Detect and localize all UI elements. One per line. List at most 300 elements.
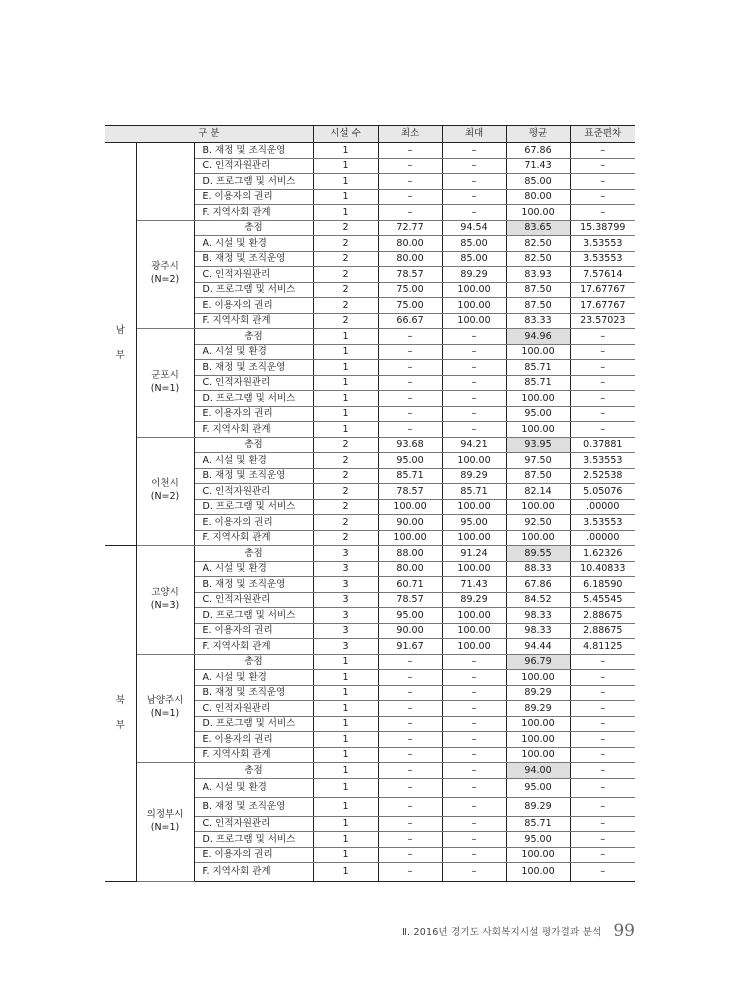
max-cell: – xyxy=(442,654,506,670)
min-cell: 85.71 xyxy=(378,468,442,484)
item-cell: C. 인적자원관리 xyxy=(194,158,313,174)
item-cell: A. 시설 및 환경 xyxy=(194,344,313,360)
max-cell: 100.00 xyxy=(442,623,506,639)
max-cell: 85.00 xyxy=(442,236,506,252)
count-cell: 1 xyxy=(313,863,378,882)
min-cell: 75.00 xyxy=(378,282,442,298)
count-cell: 1 xyxy=(313,685,378,701)
item-cell: F. 지역사회 관계 xyxy=(194,747,313,763)
min-cell: 93.68 xyxy=(378,437,442,453)
mean-cell: 82.50 xyxy=(506,251,570,267)
count-cell: 3 xyxy=(313,608,378,624)
mean-cell: 80.00 xyxy=(506,189,570,205)
min-cell: – xyxy=(378,391,442,407)
max-cell: – xyxy=(442,716,506,732)
item-cell: A. 시설 및 환경 xyxy=(194,236,313,252)
mean-cell: 89.29 xyxy=(506,701,570,717)
footer-chapter-title: Ⅱ. 2016년 경기도 사회복지시설 평가결과 분석 xyxy=(402,927,602,938)
count-cell: 3 xyxy=(313,592,378,608)
item-cell: F. 지역사회 관계 xyxy=(194,639,313,655)
min-cell: 95.00 xyxy=(378,608,442,624)
sd-cell: 3.53553 xyxy=(570,236,635,252)
city-cell: 군포시 (N=1) xyxy=(136,329,194,438)
mean-cell: 87.50 xyxy=(506,298,570,314)
max-cell: – xyxy=(442,158,506,174)
max-cell: – xyxy=(442,816,506,832)
max-cell: 100.00 xyxy=(442,453,506,469)
sd-cell: 3.53553 xyxy=(570,453,635,469)
min-cell: 75.00 xyxy=(378,298,442,314)
max-cell: 100.00 xyxy=(442,530,506,546)
max-cell: – xyxy=(442,391,506,407)
mean-cell: 83.65 xyxy=(506,220,570,236)
item-cell: B. 재정 및 조직운영 xyxy=(194,468,313,484)
mean-cell: 67.86 xyxy=(506,577,570,593)
mean-cell: 88.33 xyxy=(506,561,570,577)
min-cell: – xyxy=(378,701,442,717)
min-cell: 66.67 xyxy=(378,313,442,329)
count-cell: 1 xyxy=(313,422,378,438)
count-cell: 3 xyxy=(313,577,378,593)
item-cell: 총점 xyxy=(194,329,313,345)
table-row xyxy=(105,763,635,779)
count-cell: 2 xyxy=(313,251,378,267)
item-cell: B. 재정 및 조직운영 xyxy=(194,797,313,816)
max-cell: – xyxy=(442,360,506,376)
count-cell: 1 xyxy=(313,654,378,670)
max-cell: 71.43 xyxy=(442,577,506,593)
mean-cell: 89.55 xyxy=(506,546,570,562)
item-cell: C. 인적자원관리 xyxy=(194,375,313,391)
mean-cell: 85.71 xyxy=(506,375,570,391)
city-cell: 광주시 (N=2) xyxy=(136,220,194,329)
max-cell: 85.00 xyxy=(442,251,506,267)
count-cell: 2 xyxy=(313,220,378,236)
count-cell: 2 xyxy=(313,468,378,484)
count-cell: 2 xyxy=(313,282,378,298)
count-cell: 2 xyxy=(313,499,378,515)
item-cell: D. 프로그램 및 서비스 xyxy=(194,174,313,190)
max-cell: 89.29 xyxy=(442,267,506,283)
sd-cell: – xyxy=(570,701,635,717)
mean-cell: 100.00 xyxy=(506,732,570,748)
sd-cell: – xyxy=(570,329,635,345)
min-cell: – xyxy=(378,375,442,391)
mean-cell: 100.00 xyxy=(506,422,570,438)
max-cell: 89.29 xyxy=(442,468,506,484)
item-cell: D. 프로그램 및 서비스 xyxy=(194,391,313,407)
sd-cell: – xyxy=(570,344,635,360)
sd-cell: 23.57023 xyxy=(570,313,635,329)
mean-cell: 100.00 xyxy=(506,205,570,221)
sd-cell: – xyxy=(570,158,635,174)
sd-cell: – xyxy=(570,797,635,816)
mean-cell: 100.00 xyxy=(506,747,570,763)
mean-cell: 100.00 xyxy=(506,863,570,882)
count-cell: 2 xyxy=(313,530,378,546)
item-cell: D. 프로그램 및 서비스 xyxy=(194,608,313,624)
sd-cell: – xyxy=(570,832,635,848)
mean-cell: 94.96 xyxy=(506,329,570,345)
mean-cell: 100.00 xyxy=(506,716,570,732)
mean-cell: 85.71 xyxy=(506,360,570,376)
sd-cell: 2.88675 xyxy=(570,623,635,639)
count-cell: 2 xyxy=(313,267,378,283)
sd-cell: 0.37881 xyxy=(570,437,635,453)
min-cell: – xyxy=(378,816,442,832)
mean-cell: 89.29 xyxy=(506,797,570,816)
item-cell: D. 프로그램 및 서비스 xyxy=(194,716,313,732)
max-cell: 94.54 xyxy=(442,220,506,236)
mean-cell: 87.50 xyxy=(506,282,570,298)
max-cell: 89.29 xyxy=(442,592,506,608)
header-mean: 평균 xyxy=(506,126,570,143)
sd-cell: 5.45545 xyxy=(570,592,635,608)
city-cell: 남양주시 (N=1) xyxy=(136,654,194,763)
item-cell: C. 인적자원관리 xyxy=(194,267,313,283)
sd-cell: – xyxy=(570,763,635,779)
sd-cell: – xyxy=(570,670,635,686)
region-cell xyxy=(105,143,136,546)
mean-cell: 100.00 xyxy=(506,670,570,686)
item-cell: F. 지역사회 관계 xyxy=(194,422,313,438)
max-cell: – xyxy=(442,797,506,816)
max-cell: 100.00 xyxy=(442,313,506,329)
min-cell: – xyxy=(378,863,442,882)
sd-cell: – xyxy=(570,685,635,701)
table-row xyxy=(105,546,635,562)
sd-cell: – xyxy=(570,391,635,407)
sd-cell: – xyxy=(570,747,635,763)
min-cell: – xyxy=(378,778,442,797)
max-cell: 94.21 xyxy=(442,437,506,453)
min-cell: 95.00 xyxy=(378,453,442,469)
count-cell: 1 xyxy=(313,701,378,717)
min-cell: 100.00 xyxy=(378,499,442,515)
count-cell: 2 xyxy=(313,313,378,329)
min-cell: 80.00 xyxy=(378,561,442,577)
mean-cell: 85.00 xyxy=(506,174,570,190)
min-cell: 78.57 xyxy=(378,592,442,608)
min-cell: 72.77 xyxy=(378,220,442,236)
max-cell: – xyxy=(442,422,506,438)
mean-cell: 94.00 xyxy=(506,763,570,779)
sd-cell: .00000 xyxy=(570,530,635,546)
item-cell: B. 재정 및 조직운영 xyxy=(194,360,313,376)
sd-cell: 2.52538 xyxy=(570,468,635,484)
count-cell: 2 xyxy=(313,437,378,453)
item-cell: A. 시설 및 환경 xyxy=(194,778,313,797)
max-cell: – xyxy=(442,763,506,779)
item-cell: A. 시설 및 환경 xyxy=(194,670,313,686)
min-cell: – xyxy=(378,670,442,686)
page-footer xyxy=(395,920,635,942)
item-cell: F. 지역사회 관계 xyxy=(194,530,313,546)
region-label: 남 부 xyxy=(115,325,125,361)
item-cell: A. 시설 및 환경 xyxy=(194,561,313,577)
table-row xyxy=(105,143,635,159)
min-cell: – xyxy=(378,747,442,763)
sd-cell: 7.57614 xyxy=(570,267,635,283)
count-cell: 1 xyxy=(313,763,378,779)
item-cell: C. 인적자원관리 xyxy=(194,592,313,608)
item-cell: A. 시설 및 환경 xyxy=(194,453,313,469)
sd-cell: 3.53553 xyxy=(570,251,635,267)
item-cell: 총점 xyxy=(194,763,313,779)
table-row xyxy=(105,329,635,345)
min-cell: 91.67 xyxy=(378,639,442,655)
max-cell: – xyxy=(442,205,506,221)
item-cell: F. 지역사회 관계 xyxy=(194,205,313,221)
count-cell: 1 xyxy=(313,832,378,848)
table-row xyxy=(105,220,635,236)
min-cell: – xyxy=(378,189,442,205)
mean-cell: 96.79 xyxy=(506,654,570,670)
item-cell: 총점 xyxy=(194,437,313,453)
city-cell: 의정부시 (N=1) xyxy=(136,763,194,882)
count-cell: 1 xyxy=(313,797,378,816)
sd-cell: – xyxy=(570,778,635,797)
item-cell: C. 인적자원관리 xyxy=(194,701,313,717)
item-cell: E. 이용자의 권리 xyxy=(194,732,313,748)
region-cell xyxy=(105,546,136,882)
count-cell: 1 xyxy=(313,360,378,376)
sd-cell: 15.38799 xyxy=(570,220,635,236)
sd-cell: – xyxy=(570,816,635,832)
item-cell: E. 이용자의 권리 xyxy=(194,623,313,639)
min-cell: – xyxy=(378,732,442,748)
item-cell: B. 재정 및 조직운영 xyxy=(194,577,313,593)
count-cell: 3 xyxy=(313,639,378,655)
item-cell: D. 프로그램 및 서비스 xyxy=(194,499,313,515)
min-cell: – xyxy=(378,685,442,701)
sd-cell: – xyxy=(570,205,635,221)
sd-cell: – xyxy=(570,375,635,391)
min-cell: – xyxy=(378,797,442,816)
mean-cell: 98.33 xyxy=(506,623,570,639)
sd-cell: – xyxy=(570,863,635,882)
sd-cell: – xyxy=(570,847,635,863)
max-cell: 100.00 xyxy=(442,561,506,577)
header-sd: 표준편차 xyxy=(570,126,635,143)
min-cell: – xyxy=(378,654,442,670)
mean-cell: 95.00 xyxy=(506,778,570,797)
min-cell: 78.57 xyxy=(378,267,442,283)
max-cell: – xyxy=(442,847,506,863)
max-cell: 100.00 xyxy=(442,499,506,515)
max-cell: – xyxy=(442,670,506,686)
sd-cell: 17.67767 xyxy=(570,298,635,314)
max-cell: – xyxy=(442,832,506,848)
item-cell: E. 이용자의 권리 xyxy=(194,406,313,422)
min-cell: – xyxy=(378,847,442,863)
sd-cell: – xyxy=(570,143,635,159)
min-cell: 90.00 xyxy=(378,623,442,639)
table-row xyxy=(105,437,635,453)
min-cell: – xyxy=(378,360,442,376)
count-cell: 1 xyxy=(313,344,378,360)
count-cell: 3 xyxy=(313,546,378,562)
item-cell: F. 지역사회 관계 xyxy=(194,313,313,329)
sd-cell: 1.62326 xyxy=(570,546,635,562)
sd-cell: – xyxy=(570,716,635,732)
mean-cell: 95.00 xyxy=(506,832,570,848)
item-cell: B. 재정 및 조직운영 xyxy=(194,143,313,159)
mean-cell: 82.14 xyxy=(506,484,570,500)
sd-cell: – xyxy=(570,189,635,205)
item-cell: D. 프로그램 및 서비스 xyxy=(194,282,313,298)
count-cell: 1 xyxy=(313,847,378,863)
sd-cell: 10.40833 xyxy=(570,561,635,577)
min-cell: – xyxy=(378,205,442,221)
item-cell: E. 이용자의 권리 xyxy=(194,515,313,531)
table-header-row xyxy=(105,126,635,143)
max-cell: – xyxy=(442,406,506,422)
header-category: 구 분 xyxy=(105,126,313,143)
max-cell: – xyxy=(442,143,506,159)
max-cell: – xyxy=(442,747,506,763)
item-cell: B. 재정 및 조직운영 xyxy=(194,685,313,701)
item-cell: E. 이용자의 권리 xyxy=(194,298,313,314)
mean-cell: 94.44 xyxy=(506,639,570,655)
max-cell: 100.00 xyxy=(442,298,506,314)
min-cell: – xyxy=(378,716,442,732)
mean-cell: 93.95 xyxy=(506,437,570,453)
mean-cell: 82.50 xyxy=(506,236,570,252)
max-cell: – xyxy=(442,685,506,701)
item-cell: E. 이용자의 권리 xyxy=(194,847,313,863)
count-cell: 2 xyxy=(313,484,378,500)
max-cell: – xyxy=(442,329,506,345)
mean-cell: 100.00 xyxy=(506,344,570,360)
max-cell: – xyxy=(442,863,506,882)
header-min: 최소 xyxy=(378,126,442,143)
item-cell: F. 지역사회 관계 xyxy=(194,863,313,882)
min-cell: 90.00 xyxy=(378,515,442,531)
min-cell: – xyxy=(378,158,442,174)
min-cell: – xyxy=(378,763,442,779)
count-cell: 1 xyxy=(313,189,378,205)
mean-cell: 100.00 xyxy=(506,499,570,515)
sd-cell: 6.18590 xyxy=(570,577,635,593)
item-cell: 총점 xyxy=(194,220,313,236)
min-cell: 88.00 xyxy=(378,546,442,562)
header-max: 최대 xyxy=(442,126,506,143)
sd-cell: .00000 xyxy=(570,499,635,515)
mean-cell: 84.52 xyxy=(506,592,570,608)
header-count: 시설 수 xyxy=(313,126,378,143)
max-cell: 100.00 xyxy=(442,639,506,655)
count-cell: 2 xyxy=(313,453,378,469)
region-label: 북 부 xyxy=(115,694,125,731)
mean-cell: 85.71 xyxy=(506,816,570,832)
count-cell: 1 xyxy=(313,158,378,174)
mean-cell: 92.50 xyxy=(506,515,570,531)
city-cell xyxy=(136,143,194,221)
mean-cell: 98.33 xyxy=(506,608,570,624)
item-cell: C. 인적자원관리 xyxy=(194,484,313,500)
mean-cell: 95.00 xyxy=(506,406,570,422)
mean-cell: 87.50 xyxy=(506,468,570,484)
min-cell: 80.00 xyxy=(378,236,442,252)
min-cell: – xyxy=(378,329,442,345)
count-cell: 1 xyxy=(313,716,378,732)
sd-cell: – xyxy=(570,732,635,748)
mean-cell: 71.43 xyxy=(506,158,570,174)
mean-cell: 83.93 xyxy=(506,267,570,283)
max-cell: – xyxy=(442,344,506,360)
mean-cell: 67.86 xyxy=(506,143,570,159)
item-cell: C. 인적자원관리 xyxy=(194,816,313,832)
count-cell: 1 xyxy=(313,174,378,190)
count-cell: 1 xyxy=(313,778,378,797)
max-cell: – xyxy=(442,174,506,190)
max-cell: – xyxy=(442,375,506,391)
mean-cell: 100.00 xyxy=(506,391,570,407)
item-cell: B. 재정 및 조직운영 xyxy=(194,251,313,267)
count-cell: 1 xyxy=(313,747,378,763)
sd-cell: 4.81125 xyxy=(570,639,635,655)
sd-cell: 2.88675 xyxy=(570,608,635,624)
sd-cell: 5.05076 xyxy=(570,484,635,500)
mean-cell: 100.00 xyxy=(506,847,570,863)
max-cell: 95.00 xyxy=(442,515,506,531)
min-cell: – xyxy=(378,344,442,360)
mean-cell: 89.29 xyxy=(506,685,570,701)
min-cell: – xyxy=(378,143,442,159)
city-cell: 이천시 (N=2) xyxy=(136,437,194,546)
statistics-table xyxy=(105,125,635,882)
max-cell: 100.00 xyxy=(442,282,506,298)
sd-cell: – xyxy=(570,654,635,670)
item-cell: D. 프로그램 및 서비스 xyxy=(194,832,313,848)
min-cell: – xyxy=(378,406,442,422)
min-cell: – xyxy=(378,422,442,438)
city-cell: 고양시 (N=3) xyxy=(136,546,194,655)
table-body xyxy=(105,143,635,882)
sd-cell: – xyxy=(570,174,635,190)
count-cell: 1 xyxy=(313,205,378,221)
page-number: 99 xyxy=(613,921,635,941)
count-cell: 1 xyxy=(313,143,378,159)
count-cell: 2 xyxy=(313,515,378,531)
max-cell: 91.24 xyxy=(442,546,506,562)
max-cell: – xyxy=(442,732,506,748)
count-cell: 1 xyxy=(313,670,378,686)
count-cell: 1 xyxy=(313,375,378,391)
mean-cell: 100.00 xyxy=(506,530,570,546)
min-cell: – xyxy=(378,174,442,190)
max-cell: – xyxy=(442,701,506,717)
sd-cell: – xyxy=(570,422,635,438)
sd-cell: 3.53553 xyxy=(570,515,635,531)
sd-cell: 17.67767 xyxy=(570,282,635,298)
count-cell: 3 xyxy=(313,561,378,577)
max-cell: 85.71 xyxy=(442,484,506,500)
count-cell: 1 xyxy=(313,391,378,407)
max-cell: – xyxy=(442,778,506,797)
item-cell: 총점 xyxy=(194,654,313,670)
count-cell: 1 xyxy=(313,732,378,748)
min-cell: – xyxy=(378,832,442,848)
count-cell: 2 xyxy=(313,236,378,252)
count-cell: 1 xyxy=(313,816,378,832)
mean-cell: 97.50 xyxy=(506,453,570,469)
sd-cell: – xyxy=(570,406,635,422)
max-cell: – xyxy=(442,189,506,205)
count-cell: 1 xyxy=(313,406,378,422)
min-cell: 78.57 xyxy=(378,484,442,500)
